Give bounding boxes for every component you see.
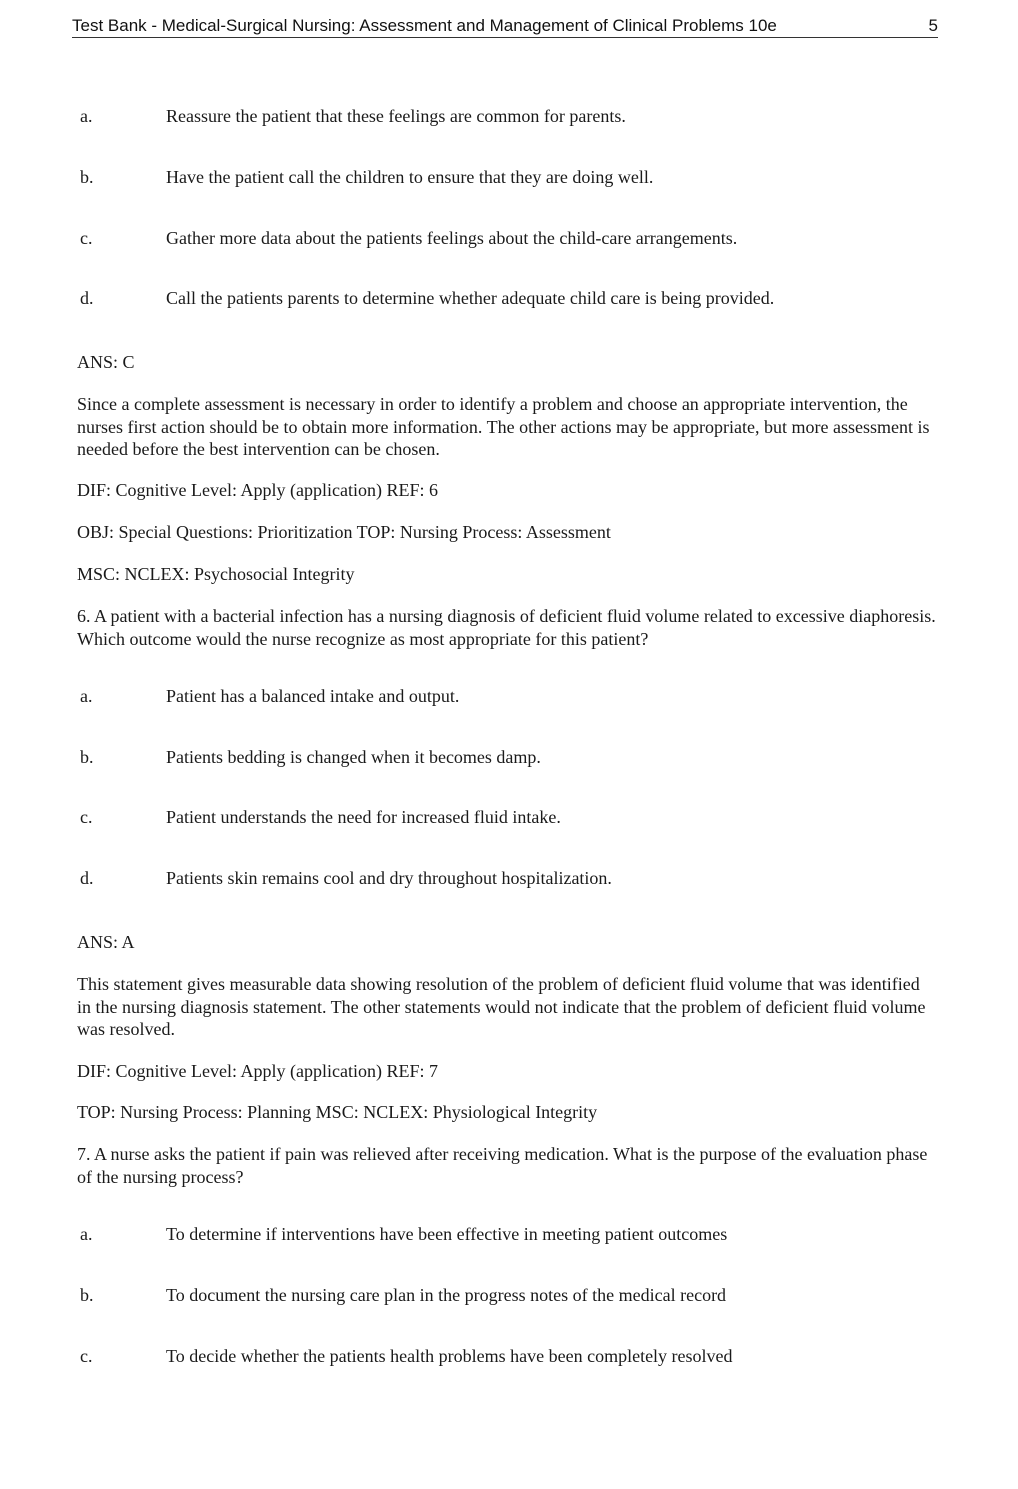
q5-option-a (0, 105, 1018, 129)
q5-difficulty: DIF: Cognitive Level: Apply (application) REF: 6 (77, 480, 438, 500)
q6-option-a (0, 685, 1018, 709)
option-text: Patient understands the need for increased fluid intake. (166, 807, 561, 827)
option-text: Reassure the patient that these feelings are common for parents. (166, 106, 626, 126)
q5-objective: OBJ: Special Questions: Prioritization TOP: Nursing Process: Assessment (77, 522, 611, 542)
option-letter: c. (80, 228, 93, 248)
option-letter: a. (80, 686, 93, 706)
option-letter: a. (80, 1224, 93, 1244)
q5-option-b (0, 166, 1018, 190)
header-title: Test Bank - Medical-Surgical Nursing: Assessment and Management of Clinical Problems 10e (72, 16, 777, 35)
q7-option-a (0, 1223, 1018, 1247)
option-letter: b. (80, 167, 94, 187)
option-text: To document the nursing care plan in the progress notes of the medical record (166, 1285, 727, 1305)
option-letter: a. (80, 106, 93, 126)
option-text: To determine if interventions have been effective in meeting patient outcomes (166, 1224, 728, 1244)
option-letter: b. (80, 747, 94, 767)
q5-msc: MSC: NCLEX: Psychosocial Integrity (77, 564, 355, 584)
option-text: Patient has a balanced intake and output. (166, 686, 460, 706)
q6-stem: 6. A patient with a bacterial infection has a nursing diagnosis of deficient fluid volume related to excessive diaphoresis. Which outcome would the nurse recognize as most appropriate for this patient? (77, 606, 936, 649)
option-letter: d. (80, 288, 94, 308)
q6-option-c (0, 806, 1018, 830)
page-number: 5 (928, 16, 938, 35)
q6-topic: TOP: Nursing Process: Planning MSC: NCLEX: Physiological Integrity (77, 1102, 598, 1122)
option-letter: c. (80, 1346, 93, 1366)
option-text: Call the patients parents to determine whether adequate child care is being provided. (166, 288, 775, 308)
q5-rationale: Since a complete assessment is necessary in order to identify a problem and choose an appropriate intervention, the nurses first action should be to obtain more information. The other actions may be appropriate, but more assessment is needed before the best intervention can be chosen. (77, 394, 930, 459)
q5-option-c (0, 227, 1018, 251)
option-letter: c. (80, 807, 93, 827)
q6-answer: ANS: A (77, 932, 135, 952)
q6-option-b (0, 746, 1018, 770)
q6-rationale: This statement gives measurable data showing resolution of the problem of deficient fluid volume that was identified in the nursing diagnosis statement. The other statements would not indicate that the problem of deficient fluid volume was resolved. (77, 974, 926, 1039)
option-text: To decide whether the patients health problems have been completely resolved (166, 1346, 733, 1366)
q6-difficulty: DIF: Cognitive Level: Apply (application) REF: 7 (77, 1061, 438, 1081)
q7-option-c (0, 1345, 1018, 1369)
option-text: Have the patient call the children to ensure that they are doing well. (166, 167, 654, 187)
option-letter: b. (80, 1285, 94, 1305)
q7-stem: 7. A nurse asks the patient if pain was relieved after receiving medication. What is the purpose of the evaluation phase of the nursing process? (77, 1144, 928, 1187)
q7-option-b (0, 1284, 1018, 1308)
option-text: Patients skin remains cool and dry throughout hospitalization. (166, 868, 612, 888)
option-letter: d. (80, 868, 94, 888)
q5-option-d (0, 287, 1018, 311)
q5-answer: ANS: C (77, 352, 135, 372)
q6-option-d (0, 867, 1018, 891)
page-header (72, 15, 938, 38)
option-text: Gather more data about the patients feelings about the child-care arrangements. (166, 228, 738, 248)
option-text: Patients bedding is changed when it becomes damp. (166, 747, 541, 767)
